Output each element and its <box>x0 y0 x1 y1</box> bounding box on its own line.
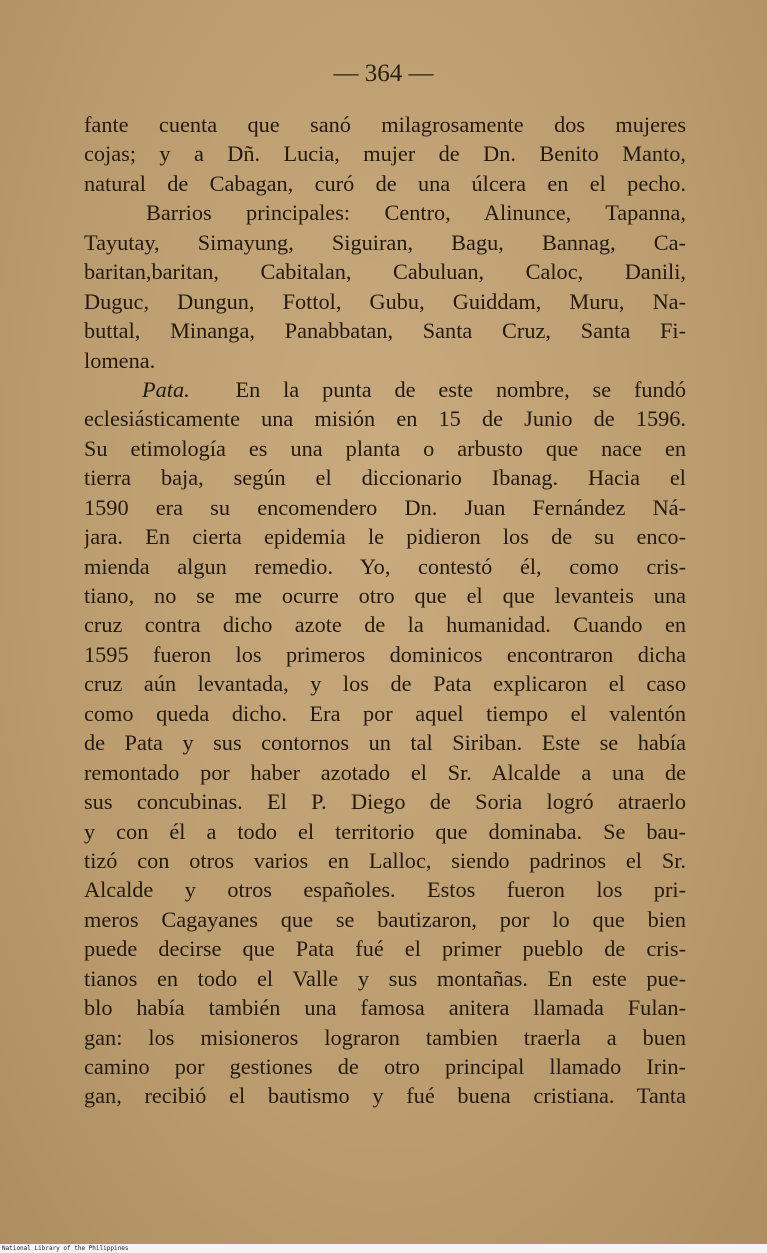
text-line: fante cuenta que sanó milagrosamente dos mujeres <box>84 112 686 137</box>
text-line: tizó con otros varios en Lalloc, siendo padrinos el Sr. <box>84 847 686 873</box>
text-line: 1595 fueron los primeros dominicos encontraron dicha <box>84 641 686 667</box>
text-line: eclesiásticamente una misión en 15 de Junio de 1596. <box>84 406 686 432</box>
page-number: — 364 — <box>333 60 434 87</box>
pata-line-rest: En la punta de este nombre, se fundó <box>235 376 686 402</box>
text-line: puede decirse que Pata fué el primer pueblo de cris- <box>84 936 686 962</box>
text-line: Duguc, Dungun, Fottol, Gubu, Guiddam, Muru, Na- <box>84 288 686 314</box>
text-line: tiano, no se me ocurre otro que el que levanteis una <box>84 583 686 608</box>
footer-credit: National Library of the Philippines <box>2 1245 129 1252</box>
text-line: jara. En cierta epidemia le pidieron los de su enco- <box>84 524 686 550</box>
text-line: natural de Cabagan, curó de una úlcera en el pecho. <box>84 170 686 196</box>
pata-heading: Pata. <box>142 376 190 402</box>
text-line: sus concubinas. El P. Diego de Soria logró atraerlo <box>84 789 686 815</box>
text-line: cojas; y a Dñ. Lucia, mujer de Dn. Benito Manto, <box>84 141 686 167</box>
text-line: 1590 era su encomendero Dn. Juan Fernández Ná- <box>84 494 686 520</box>
text-line: Tayutay, Simayung, Siguiran, Bagu, Bannag, Ca- <box>84 229 686 255</box>
text-line: blo había también una famosa anitera llamada Fulan- <box>84 995 686 1021</box>
text-line: de Pata y sus contornos un tal Siriban. Este se había <box>84 730 686 756</box>
text-line: cruz aún levantada, y los de Pata explicaron el caso <box>84 671 686 697</box>
text-line: gan, recibió el bautismo y fué buena cristiana. Tanta <box>84 1083 686 1109</box>
text-line: lomena. <box>84 347 156 373</box>
text-line: y con él a todo el territorio que dominaba. Se bau- <box>84 818 686 844</box>
text-line: Su etimología es una planta o arbusto que nace en <box>84 435 686 461</box>
text-line: cruz contra dicho azote de la humanidad. Cuando en <box>84 612 686 638</box>
text-line: Barrios principales: Centro, Alinunce, Tapanna, <box>146 200 686 226</box>
text-line: mienda algun remedio. Yo, contestó él, como cris- <box>84 553 686 579</box>
text-line: baritan,baritan, Cabitalan, Cabuluan, Caloc, Danili, <box>84 259 686 285</box>
text-line-pata <box>84 375 686 404</box>
text-line: meros Cagayanes que se bautizaron, por lo que bien <box>84 906 686 932</box>
text-line: como queda dicho. Era por aquel tiempo el valentón <box>84 700 686 726</box>
text-line: tierra baja, según el diccionario Ibanag. Hacia el <box>84 465 686 491</box>
text-line: camino por gestiones de otro principal llamado Irin- <box>84 1054 686 1079</box>
text-line: buttal, Minanga, Panabbatan, Santa Cruz, Santa Fi- <box>84 318 686 344</box>
text-line: Alcalde y otros españoles. Estos fueron los pri- <box>84 877 686 903</box>
body-text <box>84 110 686 1111</box>
text-line: remontado por haber azotado el Sr. Alcalde a una de <box>84 759 686 785</box>
text-line: gan: los misioneros lograron tambien traerla a buen <box>84 1024 686 1050</box>
text-line: tianos en todo el Valle y sus montañas. En este pue- <box>84 965 686 991</box>
